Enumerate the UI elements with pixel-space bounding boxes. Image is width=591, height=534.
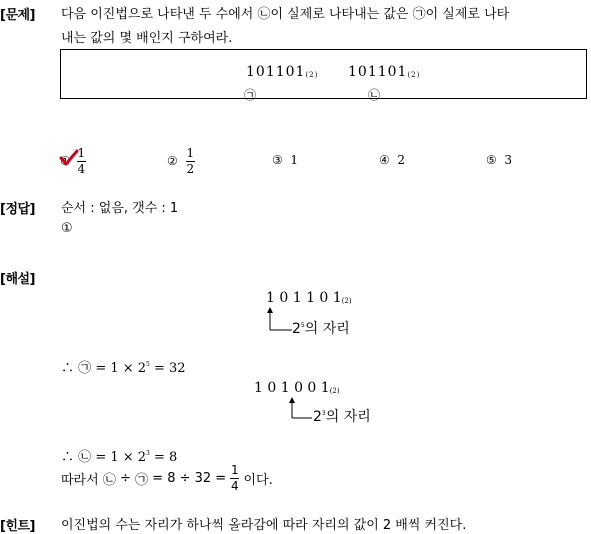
marker-giyeok: ㉠ [244,88,257,102]
answer-tag: [정답] [0,202,35,217]
place-label-1: $2^5$의 자리 [292,321,350,337]
choice-4-number: ④ [379,153,390,167]
choice-2-fraction: $\frac{1}{2}$ [186,145,195,176]
problem-tag: [문제] [0,8,35,23]
choice-2[interactable] [167,145,195,177]
choice-5-number: ⑤ [486,153,497,167]
binary-number-2: 101101(2) [348,64,421,80]
conclusion: 따라서 ㉡ ÷ ㉠ = 8 ÷ 32 = $\frac{1}{4}$ 이다. [61,462,273,493]
equation-2: ∴ ㉡ = $1 \times 2^3 = 8$ [61,450,178,465]
place-label-2: $2^3$의 자리 [313,409,371,425]
problem-text-line1: 다음 이진법으로 나타낸 두 수에서 ㉡이 실제로 나타내는 값은 ㉠이 실제로 나타 [61,7,510,22]
binary-number-1: 101101(2) [246,64,319,80]
problem-text-line2: 내는 값의 몇 배인지 구하여라. [61,31,233,46]
hint-tag: [힌트] [0,519,35,534]
solution-binary-2: 1 0 1 0 0 1(2) [254,380,340,396]
choice-3-value: 1 [290,153,299,167]
answer-choice: ① [61,221,73,236]
selected-check-icon [59,149,79,167]
marker-nieun: ㉡ [368,88,381,102]
solution-binary-1: 1 0 1 1 0 1(2) [266,290,352,306]
answer-line: 순서 : 없음, 갯수 : 1 [61,201,179,216]
choice-1-number: ① [60,154,71,168]
choice-2-number: ② [167,154,178,168]
problem-box [60,49,587,99]
choice-3[interactable] [272,153,298,167]
hint-text: 이진법의 수는 자리가 하나씩 올라감에 따라 자리의 값이 2 배씩 커진다. [61,518,467,533]
choice-4-value: 2 [397,153,406,167]
equation-1: ∴ ㉠ = $1 \times 2^5 = 32$ [61,361,186,376]
choice-5[interactable] [486,153,512,167]
choice-4[interactable] [379,153,405,167]
choice-5-value: 3 [504,153,513,167]
choice-3-number: ③ [272,153,283,167]
choice-1-fraction: $\frac{1}{4}$ [77,145,86,176]
solution-tag: [해설] [0,272,35,287]
